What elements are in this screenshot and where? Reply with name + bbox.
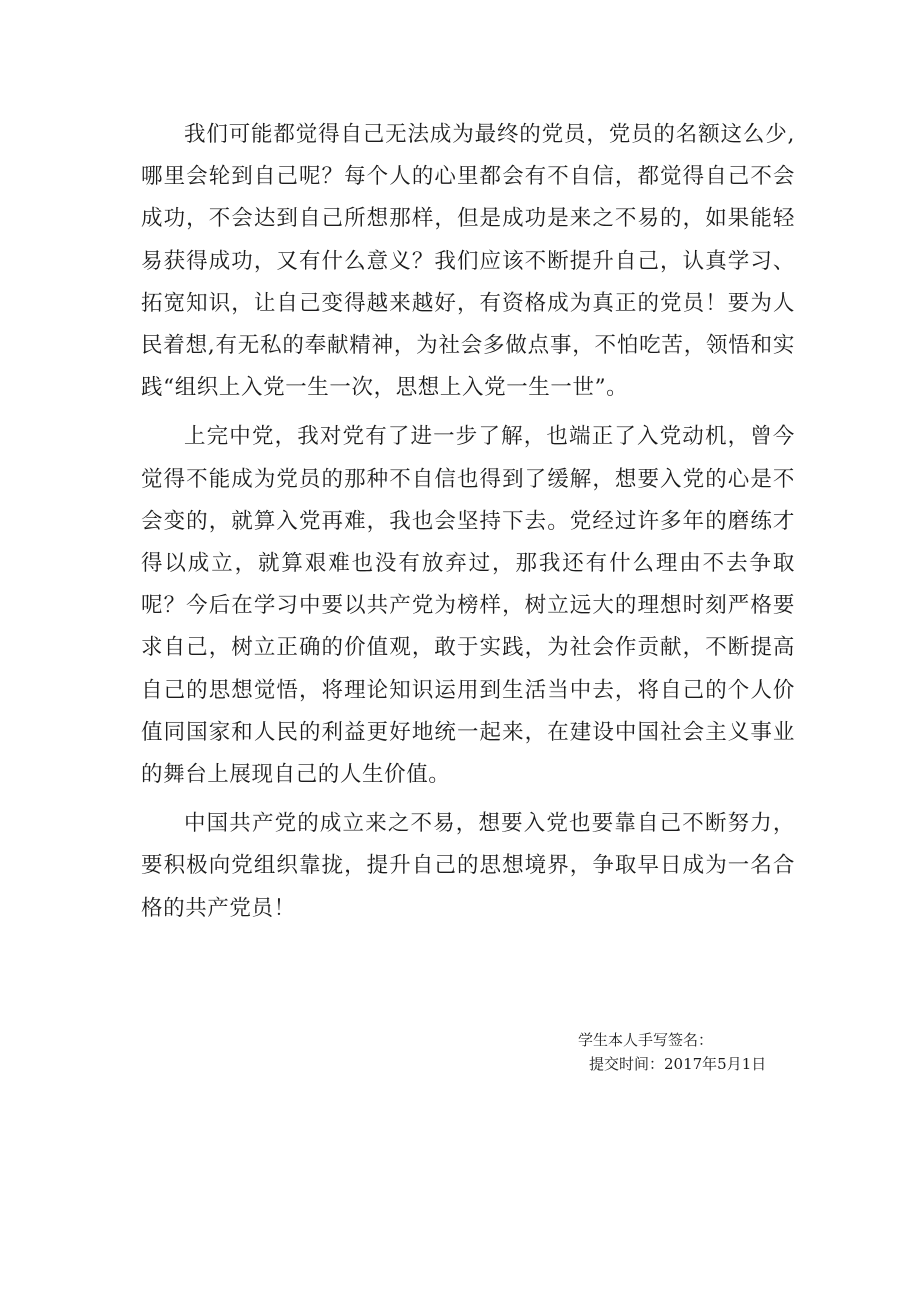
submit-date: 提交时间：2017年5月1日 (589, 1055, 767, 1073)
document-body (141, 114, 795, 937)
signature-block (560, 1028, 820, 1076)
paragraph-1: 我们可能都觉得自己无法成为最终的党员，党员的名额这么少,哪里会轮到自己呢？每个人的心里都会有不自信，都觉得自己不会成功，不会达到自己所想那样，但是成功是来之不易的，如果能轻易获得成功，又有什么意义？我们应该不断提升自己，认真学习、拓宽知识，让自己变得越来越好，有资格成为真正的党员！要为人民着想,有无私的奉献精神，为社会多做点事，不怕吃苦，领悟和实践“组织上入党一生一次，思想上入党一生一世”。 (141, 122, 795, 401)
signature-label: 学生本人手写签名： (578, 1031, 714, 1049)
paragraph-3: 中国共产党的成立来之不易，想要入党也要靠自己不断努力，要积极向党组织靠拢，提升自己的思想境界，争取早日成为一名合格的共产党员！ (141, 811, 795, 921)
paragraph-2: 上完中党，我对党有了进一步了解，也端正了入党动机，曾今觉得不能成为党员的那种不自信也得到了缓解，想要入党的心是不会变的，就算入党再难，我也会坚持下去。党经过许多年的磨练才得以成立，就算艰难也没有放弃过，那我还有什么理由不去争取呢？今后在学习中要以共产党为榜样，树立远大的理想时刻严格要求自己，树立正确的价值观，敢于实践，为社会作贡献，不断提高自己的思想觉悟，将理论知识运用到生活当中去，将自己的个人价值同国家和人民的利益更好地统一起来，在建设中国社会主义事业的舞台上展现自己的人生价值。 (141, 424, 795, 788)
